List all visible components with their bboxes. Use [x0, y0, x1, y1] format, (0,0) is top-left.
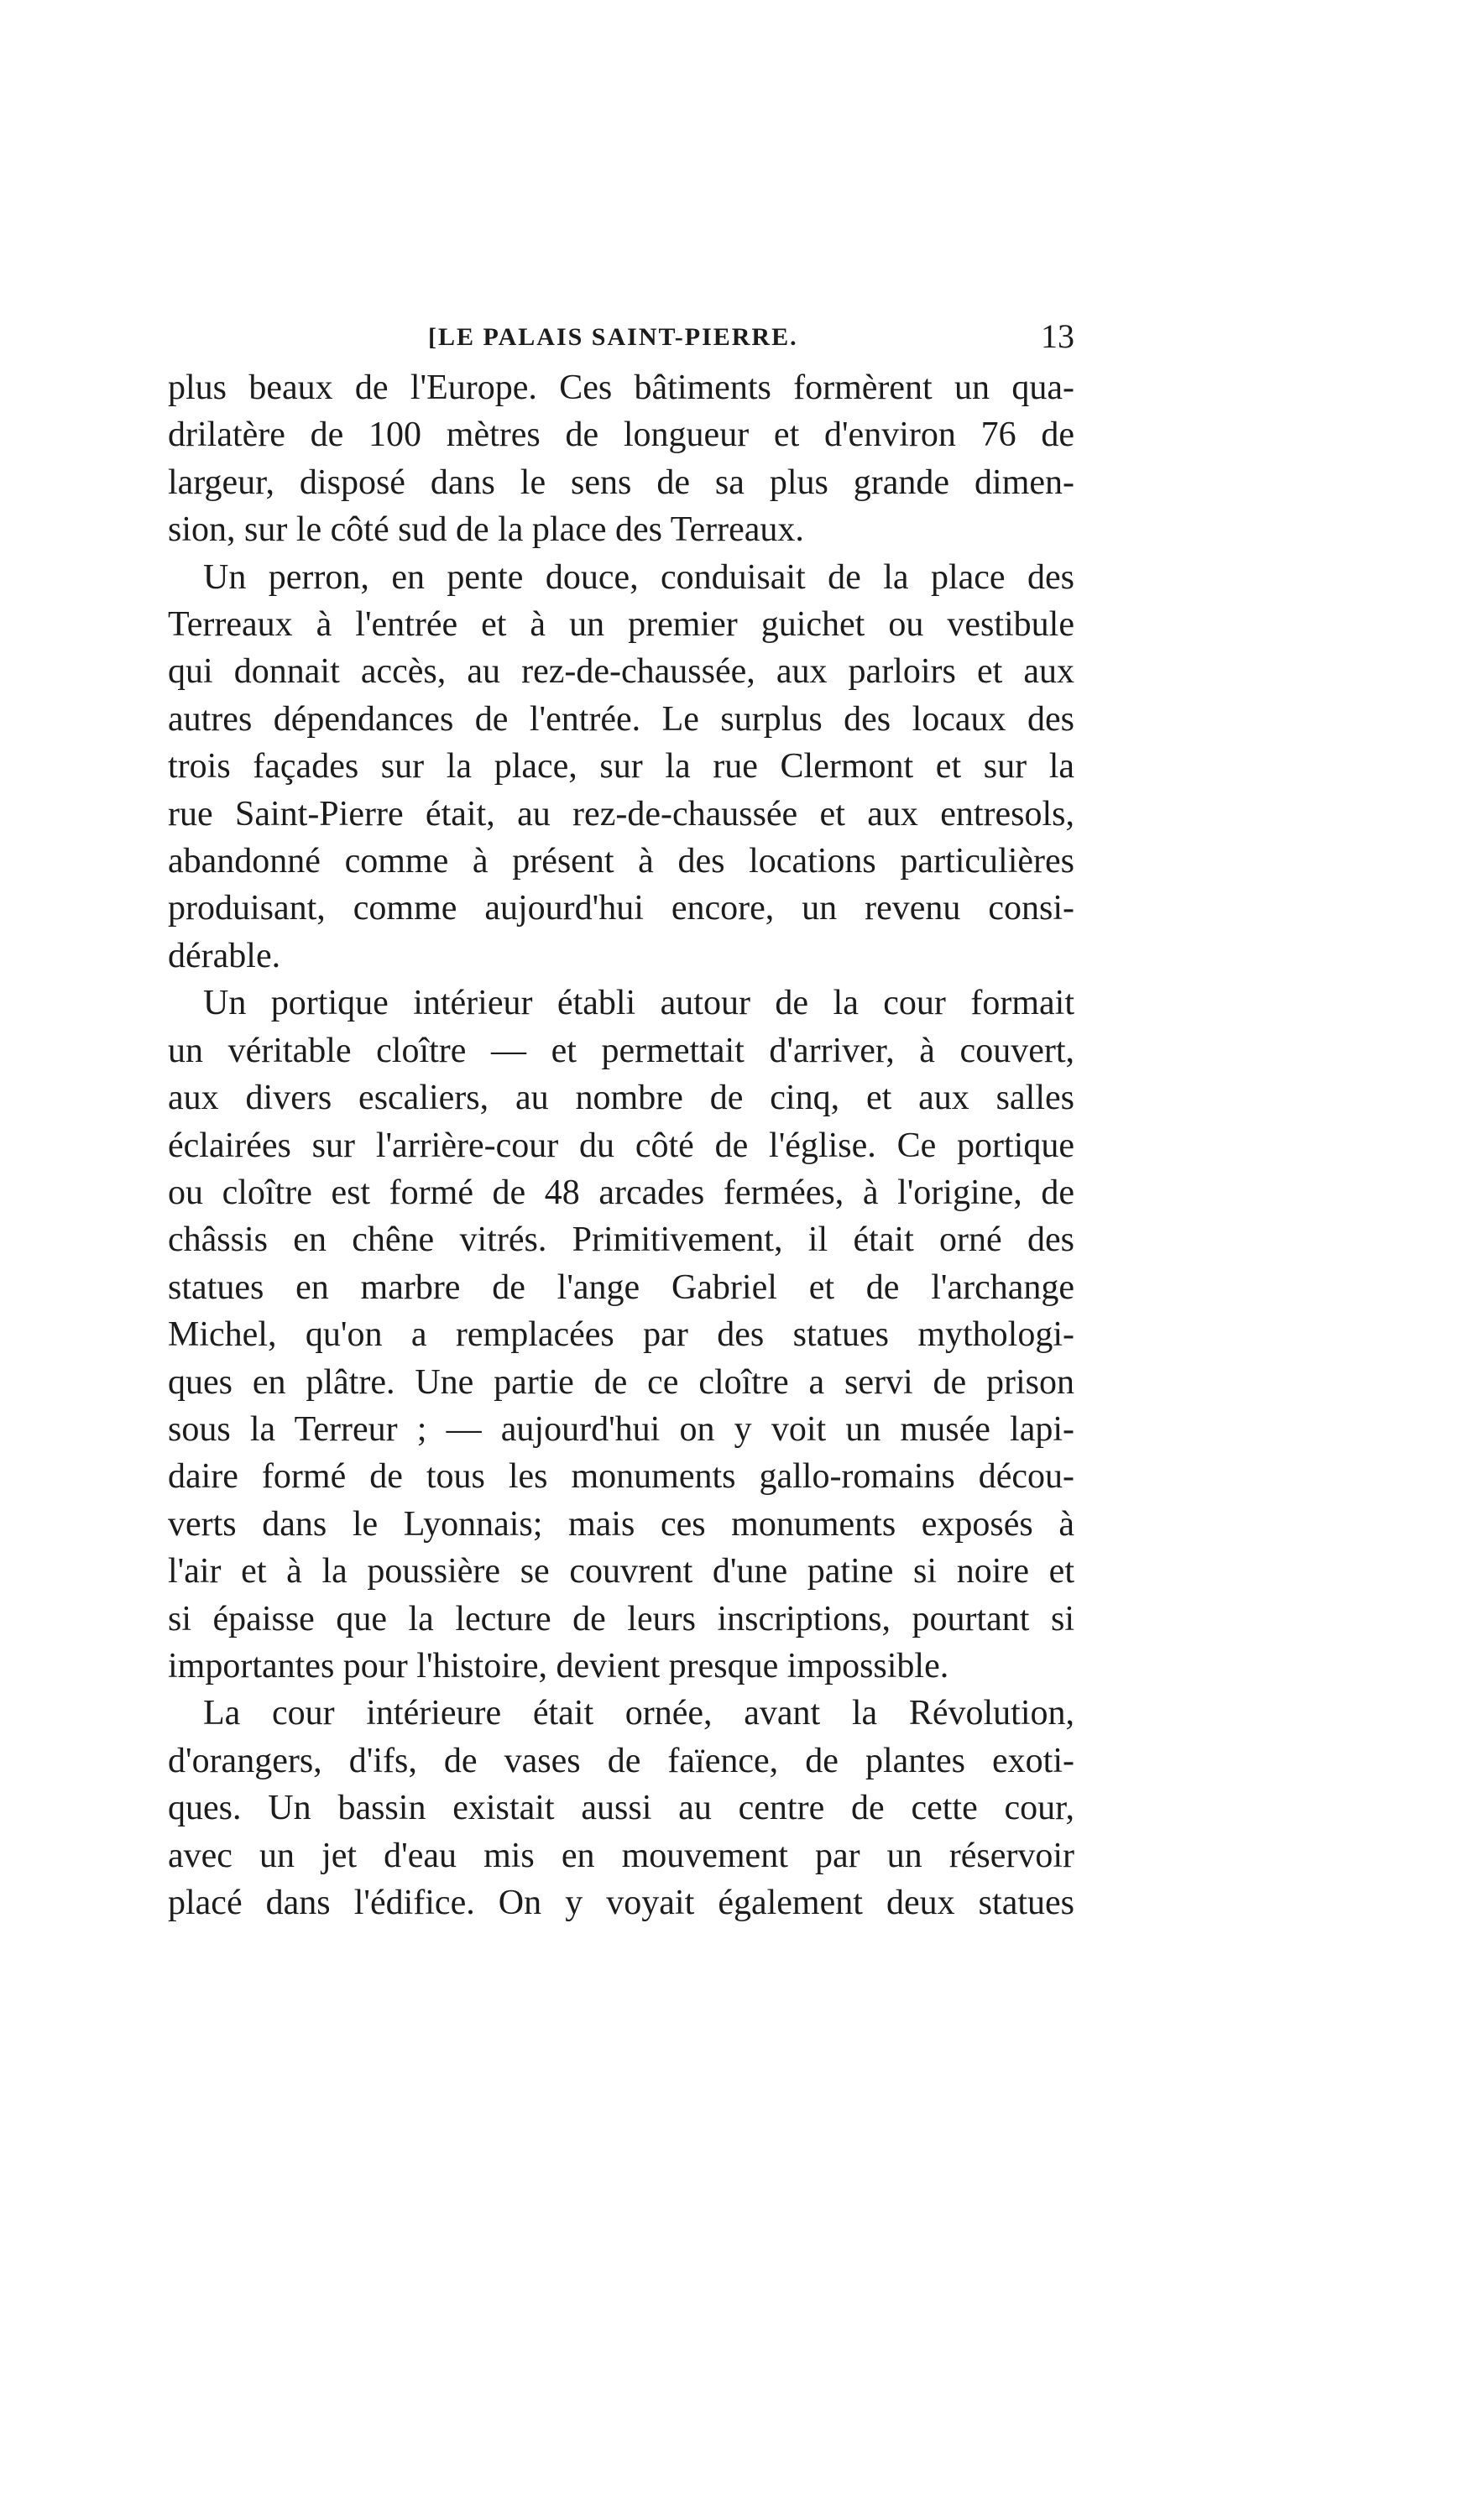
- text-line: un véritable cloître — et permettait d'arriver, à couvert,: [168, 1031, 1074, 1070]
- text-line: ou cloître est formé de 48 arcades fermées, à l'origine, de: [168, 1173, 1074, 1212]
- text-line: l'air et à la poussière se couvrent d'une patine si noire et: [168, 1552, 1074, 1591]
- running-title: [LE PALAIS SAINT-PIERRE.: [428, 323, 798, 351]
- paragraph: [168, 980, 1074, 1690]
- text-line: daire formé de tous les monuments gallo-romains décou-: [168, 1457, 1074, 1497]
- text-line: ques en plâtre. Une partie de ce cloître a servi de prison: [168, 1362, 1074, 1402]
- text-line: largeur, disposé dans le sens de sa plus grande dimen-: [168, 462, 1074, 502]
- paragraph: [168, 364, 1074, 554]
- text-line: drilatère de 100 mètres de longueur et d'environ 76 de: [168, 415, 1074, 455]
- text-line: importantes pour l'histoire, devient presque impossible.: [168, 1646, 949, 1685]
- text-line: abandonné comme à présent à des locations particulières: [168, 842, 1074, 881]
- text-line: Un perron, en pente douce, conduisait de la place des: [203, 557, 1074, 597]
- page-number: 13: [1041, 317, 1074, 355]
- body-text: [168, 364, 1074, 1926]
- text-line: éclairées sur l'arrière-cour du côté de l'église. Ce portique: [168, 1126, 1074, 1165]
- text-line: autres dépendances de l'entrée. Le surplus des locaux des: [168, 699, 1074, 739]
- running-head: [168, 315, 1074, 365]
- paragraph: [168, 1690, 1074, 1926]
- text-line: rue Saint-Pierre était, au rez-de-chaussée et aux entresols,: [168, 794, 1074, 834]
- text-line: d'orangers, d'ifs, de vases de faïence, de plantes exoti-: [168, 1741, 1074, 1780]
- text-line: sion, sur le côté sud de la place des Terreaux.: [168, 510, 804, 550]
- text-line: placé dans l'édifice. On y voyait également deux statues: [168, 1884, 1074, 1922]
- text-line: statues en marbre de l'ange Gabriel et de l'archange: [168, 1267, 1074, 1307]
- text-line: Un portique intérieur établi autour de la cour formait: [203, 984, 1074, 1023]
- text-line: La cour intérieure était ornée, avant la Révolution,: [203, 1694, 1074, 1733]
- text-line: sous la Terreur ; — aujourd'hui on y voit un musée lapi-: [168, 1409, 1074, 1449]
- text-line: châssis en chêne vitrés. Primitivement, il était orné des: [168, 1220, 1074, 1260]
- text-line: produisant, comme aujourd'hui encore, un revenu consi-: [168, 889, 1074, 928]
- text-line: trois façades sur la place, sur la rue Clermont et sur la: [168, 747, 1074, 787]
- text-line: si épaisse que la lecture de leurs inscriptions, pourtant si: [168, 1599, 1074, 1638]
- paragraph: [168, 554, 1074, 980]
- text-line: avec un jet d'eau mis en mouvement par un réservoir: [168, 1836, 1074, 1875]
- text-line: aux divers escaliers, au nombre de cinq, et aux salles: [168, 1079, 1074, 1118]
- text-line: Terreaux à l'entrée et à un premier guichet ou vestibule: [168, 605, 1074, 645]
- text-line: qui donnait accès, au rez-de-chaussée, aux parloirs et aux: [168, 652, 1074, 692]
- text-line: plus beaux de l'Europe. Ces bâtiments formèrent un qua-: [168, 368, 1074, 407]
- text-line: dérable.: [168, 936, 281, 975]
- text-line: ques. Un bassin existait aussi au centre de cette cour,: [168, 1789, 1074, 1828]
- text-line: verts dans le Lyonnais; mais ces monuments exposés à: [168, 1504, 1074, 1544]
- text-line: Michel, qu'on a remplacées par des statues mythologi-: [168, 1315, 1074, 1355]
